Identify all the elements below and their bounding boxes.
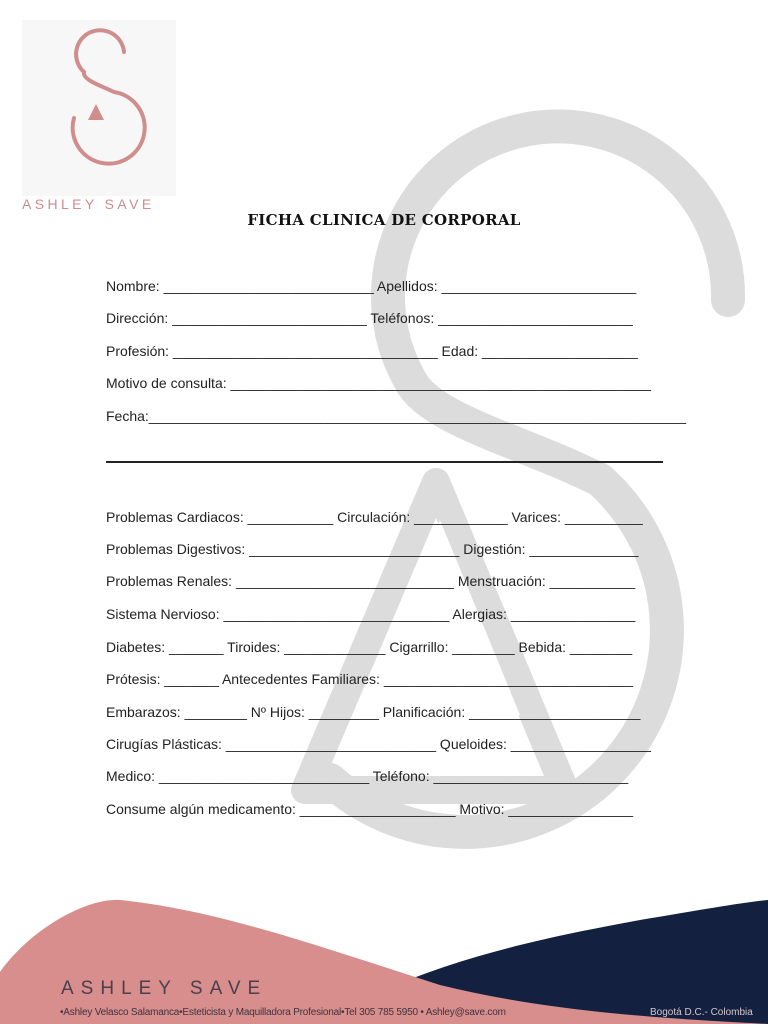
footer-wave-decoration bbox=[0, 890, 768, 1024]
footer-city: Bogotá D.C.- Colombia bbox=[650, 1007, 753, 1018]
field-profesion: Profesión: __________________________________ Edad: ____________________ bbox=[106, 343, 638, 359]
field-digestivos: Problemas Digestivos: ___________________________ Digestión: ______________ bbox=[106, 541, 639, 557]
field-nervioso: Sistema Nervioso: _____________________________ Alergias: ________________ bbox=[106, 606, 636, 622]
page-title: FICHA CLINICA DE CORPORAL bbox=[247, 211, 521, 229]
logo-mark-icon bbox=[22, 20, 176, 196]
footer-contact-info: •Ashley Velasco Salamanca•Esteticista y Maquilladora Profesional•Tel 305 785 5950 • Ashley@save.com bbox=[60, 1007, 506, 1018]
field-renales: Problemas Renales: ____________________________ Menstruación: ___________ bbox=[106, 573, 636, 589]
field-fecha: Fecha:_____________________________________________________________________ bbox=[106, 408, 687, 424]
field-direccion: Dirección: _________________________ Teléfonos: _________________________ bbox=[106, 310, 633, 326]
field-protesis: Prótesis: _______ Antecedentes Familiares: ________________________________ bbox=[106, 671, 633, 687]
field-diabetes: Diabetes: _______ Tiroides: _____________ Cigarrillo: ________ Bebida: ________ bbox=[106, 639, 633, 655]
logo-text: ASHLEY SAVE bbox=[22, 196, 155, 212]
logo bbox=[22, 20, 176, 212]
section-divider bbox=[106, 461, 663, 463]
field-medico: Medico: ___________________________ Teléfono: _________________________ bbox=[106, 768, 629, 784]
field-medicamento: Consume algún medicamento: ____________________ Motivo: ________________ bbox=[106, 801, 633, 817]
footer-brand: ASHLEY SAVE bbox=[61, 978, 268, 999]
field-cirugias: Cirugías Plásticas: ___________________________ Queloides: __________________ bbox=[106, 736, 651, 752]
field-motivo-consulta: Motivo de consulta: ______________________________________________________ bbox=[106, 375, 651, 391]
field-cardiacos: Problemas Cardiacos: ___________ Circulación: ____________ Varices: __________ bbox=[106, 509, 643, 525]
field-nombre: Nombre: ___________________________ Apellidos: _________________________ bbox=[106, 278, 637, 294]
field-embarazos: Embarazos: ________ Nº Hijos: _________ Planificación: ______________________ bbox=[106, 704, 641, 720]
